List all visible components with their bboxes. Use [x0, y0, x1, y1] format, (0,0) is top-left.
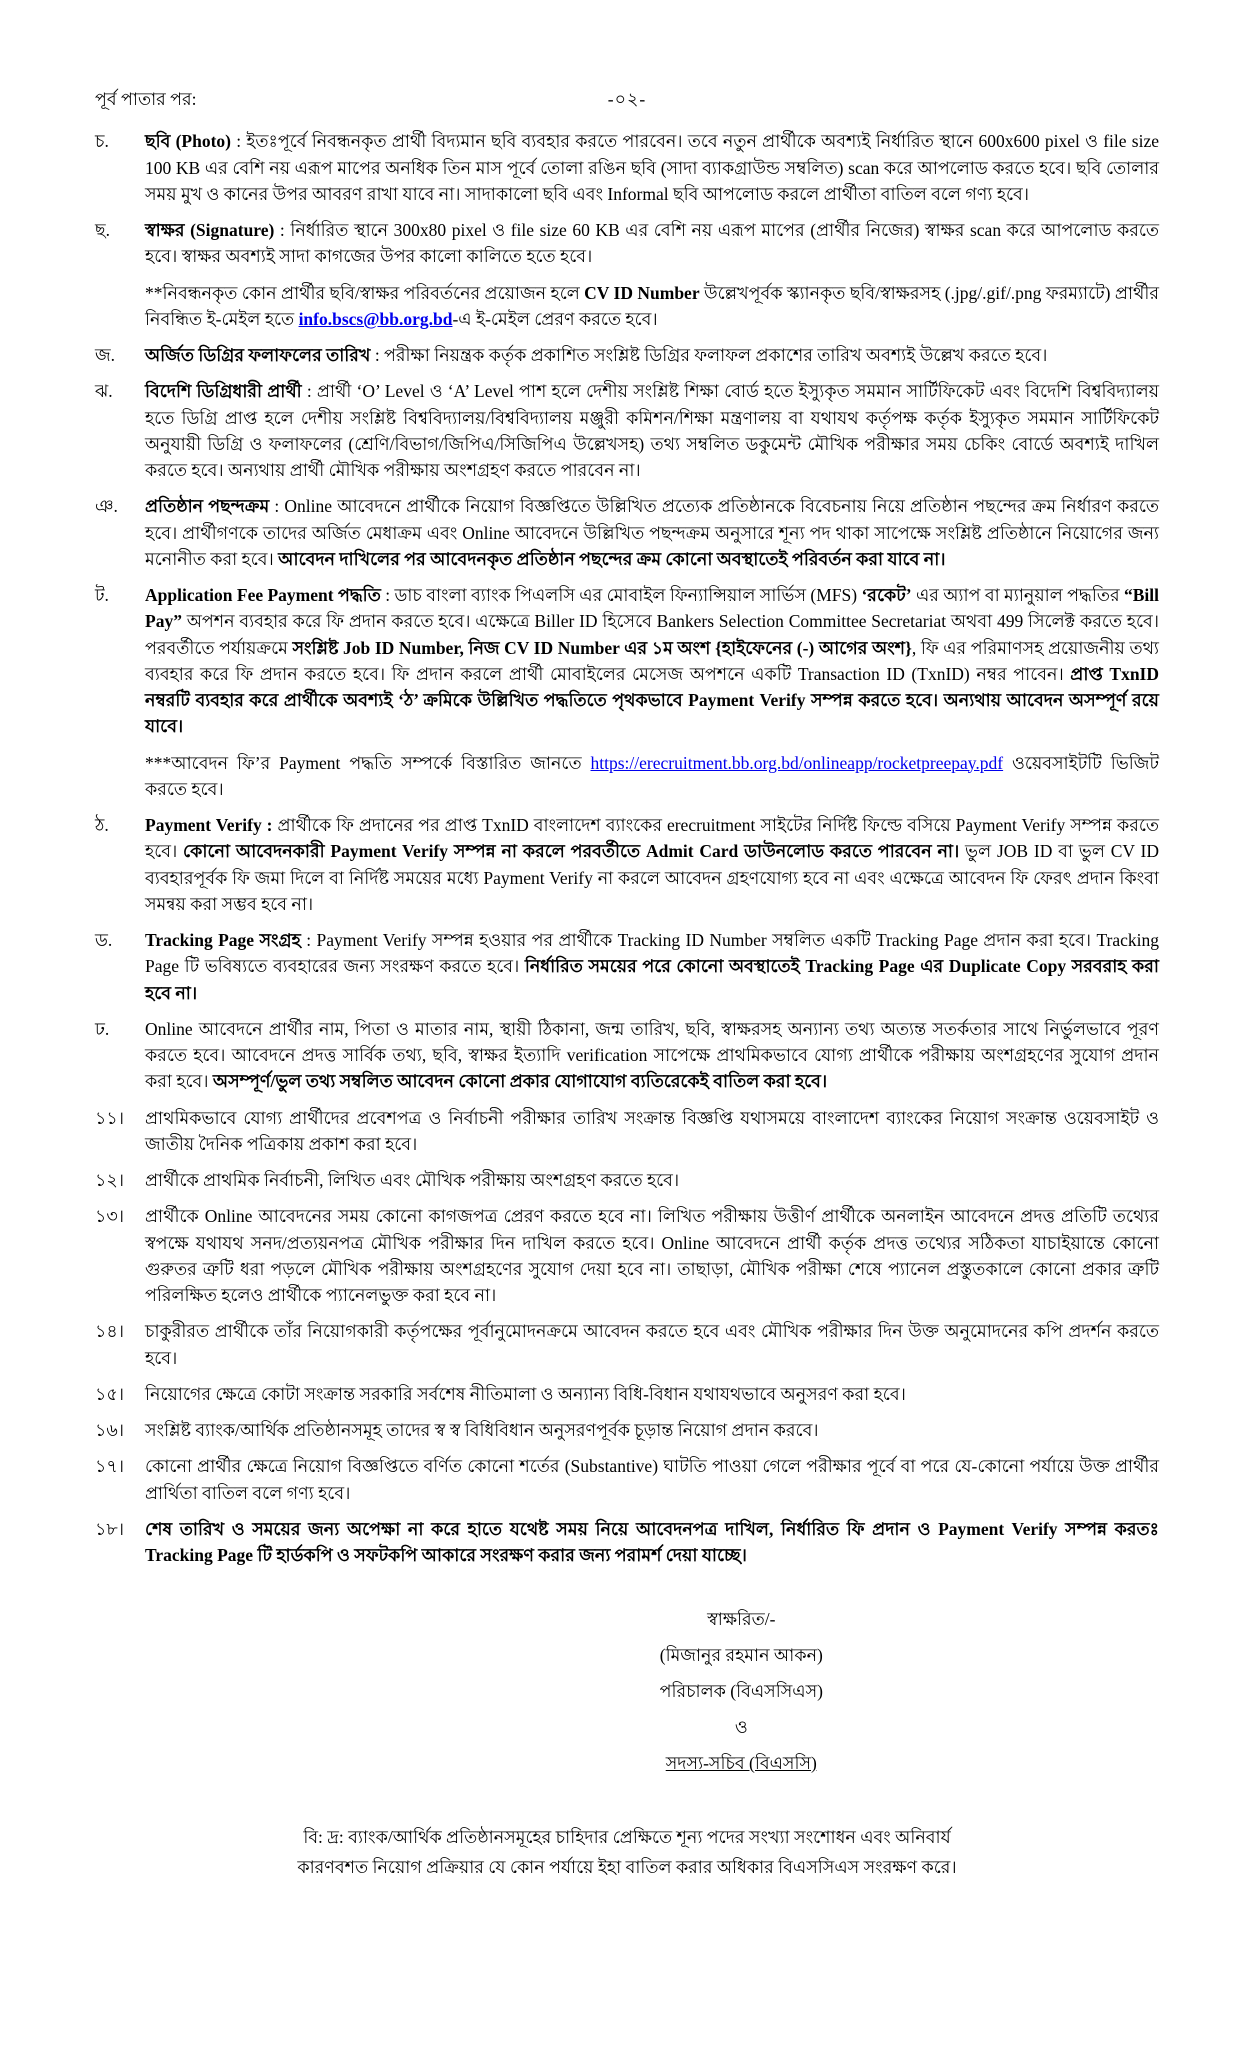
hyperlink[interactable]: info.bscs@bb.org.bd [298, 308, 453, 329]
text-segment: CV ID Number [584, 282, 700, 303]
item-body [145, 128, 1159, 207]
text-segment: প্রার্থীকে ফি প্রদানের পর প্রাপ্ত TxnID বাংলাদেশ ব্যাংকের erecruitment সাইটের নির্দিষ্ট ফিল্ডে বসিয়ে Payment Verify সম্পন্ন করতে হবে। [145, 815, 1159, 862]
text-segment: : নির্ধারিত স্থানে 300x80 pixel ও file size 60 KB এর বেশি নয় এরূপ মাপের (প্রার্থীর নিজের) স্বাক্ষর scan করে আপলোড করতে হবে। স্বাক্ষর অবশ্যই সাদা কাগজের উপর কালো কালিতে হতে হবে। [145, 220, 1159, 267]
list-item [95, 582, 1159, 740]
item-body [145, 1453, 1159, 1506]
item-body [145, 1105, 1159, 1158]
item-body [145, 1516, 1159, 1569]
hyperlink[interactable]: https://erecruitment.bb.org.bd/onlineapp/rocketpreepay.pdf [590, 752, 1004, 773]
text-segment: Application Fee Payment পদ্ধতি [145, 585, 381, 605]
item-body [145, 1381, 1159, 1407]
text-segment: অসম্পূর্ণ/ভুল তথ্য সম্বলিত আবেদন কোনো প্রকার যোগাযোগ ব্যতিরেকেই বাতিল করা হবে। [212, 1071, 828, 1092]
item-marker [95, 280, 145, 333]
item-body [145, 1167, 1159, 1193]
item-marker [95, 750, 145, 803]
text-segment: বিদেশি ডিগ্রিধারী প্রার্থী [145, 381, 302, 402]
text-segment: : Payment Verify সম্পন্ন হওয়ার পর প্রার্থীকে Tracking ID Number সম্বলিত একটি Tracking Page প্রদান করা হবে। Tracking Page টি ভবিষ্যতে ব্যবহারের জন্য সংরক্ষণ করতে হবে। [145, 930, 1159, 977]
text-segment: -এ ই-মেইল প্রেরণ করতে হবে। [452, 308, 658, 329]
text-segment: নির্ধারিত সময়ের পরে কোনো অবস্থাতেই Tracking Page এর Duplicate Copy সরবরাহ করা হবে না। [145, 956, 1159, 1003]
text-segment: সংশ্লিষ্ট Job ID Number, নিজ CV ID Number এর ১ম অংশ {হাইফেনের (-) আগের অংশ} [292, 637, 912, 658]
signature-line: সদস্য-সচিব (বিএসসি) [665, 1752, 817, 1773]
text-segment: Online আবেদনে প্রার্থীর নাম, পিতা ও মাতার নাম, স্থায়ী ঠিকানা, জন্ম তারিখ, ছবি, স্বাক্ষরসহ অন্যান্য তথ্য অত্যন্ত সতর্কতার সাথে নির্ভুলভাবে পূরণ করতে হবে। আবেদনে প্রদত্ত সার্বিক তথ্য, ছবি, স্বাক্ষর ইত্যাদি verification সাপেক্ষে প্রাথমিকভাবে যোগ্য প্রার্থীকে পরীক্ষায় অংশগ্রহণের সুযোগ প্রদান করা হবে। [145, 1018, 1159, 1092]
item-body [145, 493, 1159, 572]
text-segment: ***আবেদন ফি’র Payment পদ্ধতি সম্পর্কে বিস্তারিত জানতে [145, 752, 591, 773]
list-item [95, 750, 1159, 803]
list-item [95, 1516, 1159, 1569]
text-segment: : পরীক্ষা নিয়ন্ত্রক কর্তৃক প্রকাশিত সংশ্লিষ্ট ডিগ্রির ফলাফল প্রকাশের তারিখ অবশ্যই উল্লেখ করতে হবে। [370, 345, 1048, 365]
item-body [145, 812, 1159, 917]
text-segment: প্রাথমিকভাবে যোগ্য প্রার্থীদের প্রবেশপত্র ও নির্বাচনী পরীক্ষার তারিখ সংক্রান্ত বিজ্ঞপ্তি যথাসময়ে বাংলাদেশ ব্যাংকের নিয়োগ সংক্রান্ত ওয়েবসাইট ও জাতীয় দৈনিক পত্রিকায় প্রকাশ করা হবে। [145, 1107, 1159, 1154]
list-item [95, 1381, 1159, 1407]
item-marker: জ. [95, 345, 116, 365]
text-segment: কোনো প্রার্থীর ক্ষেত্রে নিয়োগ বিজ্ঞপ্তিতে বর্ণিত কোনো শর্তের (Substantive) ঘাটতি পাওয়া গেলে পরীক্ষার পূর্বে বা পরে যে-কোনো পর্যায়ে উক্ত প্রার্থীর প্রার্থিতা বাতিল বলে গণ্য হবে। [145, 1456, 1159, 1503]
text-segment: চাকুরীরত প্রার্থীকে তাঁর নিয়োগকারী কর্তৃপক্ষের পূর্বানুমোদনক্রমে আবেদন করতে হবে এবং মৌখিক পরীক্ষার দিন উক্ত অনুমোদনের কপি প্রদর্শন করতে হবে। [145, 1321, 1159, 1368]
text-segment: প্রতিষ্ঠান পছন্দক্রম [145, 496, 270, 517]
item-marker: ঢ. [95, 1018, 110, 1039]
items-list [95, 128, 1159, 1568]
list-item [95, 217, 1159, 270]
item-body [145, 1203, 1159, 1308]
list-item [95, 1453, 1159, 1506]
text-segment: এর অ্যাপ বা ম্যানুয়াল পদ্ধতির [911, 585, 1124, 605]
item-marker: ড. [95, 930, 113, 950]
item-marker: ১৪। [95, 1321, 124, 1342]
list-item [95, 280, 1159, 333]
signature-line: (মিজানুর রহমান আকন) [659, 1645, 823, 1666]
footer-note [95, 1822, 1159, 1883]
item-marker: ১৮। [95, 1518, 124, 1539]
item-marker: ১৭। [95, 1456, 124, 1477]
item-body [145, 1417, 1159, 1443]
text-segment: প্রাপ্ত TxnID নম্বরটি ব্যবহার করে প্রার্থীকে অবশ্যই ‘ঠ’ ক্রমিকে উল্লিখিত পদ্ধতিতে পৃথকভাবে Payment Verify সম্পন্ন করতে হবে। অন্যথায় আবেদন অসম্পূর্ণ রয়ে যাবে। [145, 663, 1159, 737]
signature-line: পরিচালক (বিএসসিএস) [659, 1681, 823, 1701]
text-segment: : ইতঃপূর্বে নিবন্ধনকৃত প্রার্থী বিদ্যমান ছবি ব্যবহার করতে পারবেন। তবে নতুন প্রার্থীকে অবশ্যই নির্ধারিত স্থানে 600x600 pixel ও file size 100 KB এর বেশি নয় এরূপ মাপের অনধিক তিন মাস পূর্বে তোলা রঙিন ছবি (সাদা ব্যাকগ্রাউন্ড সম্বলিত) scan করে আপলোড করতে হবে। ছবি তোলার সময় মুখ ও কানের উপর আবরণ রাখা যাবে না। সাদাকালো ছবি এবং Informal ছবি আপলোড করলে প্রার্থীতা বাতিল বলে গণ্য হবে। [145, 131, 1159, 204]
item-marker: ১৫। [95, 1383, 124, 1404]
item-marker: ১৬। [95, 1420, 124, 1440]
text-segment: ওয়েবসাইটটি ভিজিট করতে হবে। [145, 752, 1159, 799]
text-segment: ভুল JOB ID বা ভুল CV ID ব্যবহারপূর্বক ফি জমা দিলে বা নির্দিষ্ট সময়ের মধ্যে Payment Verify না করলে আবেদন গ্রহণযোগ্য হবে না এবং এক্ষেত্রে আবেদন ফি ফেরৎ প্রদান কিংবা সমন্বয় করা সম্ভব হবে না। [145, 841, 1159, 914]
text-segment: Tracking Page সংগ্রহ [145, 930, 301, 950]
list-item [95, 493, 1159, 572]
item-marker: ১২। [95, 1170, 124, 1190]
text-segment: : ডাচ বাংলা ব্যাংক পিএলসি এর মোবাইল ফিন্যান্সিয়াল সার্ভিস (MFS) [380, 585, 862, 605]
item-marker: চ. [95, 131, 109, 152]
list-item [95, 1318, 1159, 1371]
list-item [95, 128, 1159, 207]
page-header [95, 86, 1159, 112]
item-body [145, 582, 1159, 740]
list-item [95, 1105, 1159, 1158]
text-segment: ‘রকেট’ [861, 585, 912, 605]
list-item [95, 1016, 1159, 1095]
signature-line: স্বাক্ষরিত/- [707, 1609, 776, 1630]
list-item [95, 1167, 1159, 1193]
text-segment: **নিবন্ধনকৃত কোন প্রার্থীর ছবি/স্বাক্ষর পরিবর্তনের প্রয়োজন হলে [145, 282, 585, 303]
footer-line: বি: দ্র: ব্যাংক/আর্থিক প্রতিষ্ঠানসমূহের চাহিদার প্রেক্ষিতে শূন্য পদের সংখ্যা সংশোধন এবং অনিবার্য [303, 1826, 951, 1847]
list-item [95, 342, 1159, 368]
list-item [95, 378, 1159, 483]
page-number: -০২- [607, 89, 647, 109]
list-item [95, 1417, 1159, 1443]
item-body [145, 1016, 1159, 1095]
text-segment: “Bill Pay” [145, 585, 1160, 632]
item-marker: ১৩। [95, 1206, 124, 1227]
item-body [145, 1318, 1159, 1371]
text-segment: , ফি এর পরিমাণসহ প্রয়োজনীয় তথ্য ব্যবহার করে ফি প্রদান করতে হবে। ফি প্রদান করলে প্রার্থী মোবাইলের মেসেজ অপশনে একটি Transaction ID (TxnID) নম্বর পাবেন। [145, 637, 1159, 684]
item-body [145, 378, 1159, 483]
text-segment: স্বাক্ষর (Signature) [145, 220, 275, 240]
item-marker: ট. [95, 585, 109, 605]
item-body [145, 280, 1159, 333]
text-segment: : প্রার্থী ‘O’ Level ও ‘A’ Level পাশ হলে দেশীয় সংশ্লিষ্ট শিক্ষা বোর্ড হতে ইস্যুকৃত সমমান সার্টিফিকেট এবং বিদেশি বিশ্ববিদ্যালয় হতে ডিগ্রি প্রাপ্ত হলে দেশীয় সংশ্লিষ্ট বিশ্ববিদ্যালয়/বিশ্ববিদ্যালয় মঞ্জুরী কমিশন/শিক্ষা মন্ত্রণালয় বা যথাযথ কর্তৃপক্ষ কর্তৃক ইস্যুকৃত সমমান সার্টিফিকেট অনুযায়ী ডিগ্রি ও ফলাফলের (শ্রেণি/বিভাগ/জিপিএ/সিজিপিএ উল্লেখসহ) তথ্য সম্বলিত ডকুমেন্ট মৌখিক পরীক্ষার সময় চেকিং বোর্ডে অবশ্যই দাখিল করতে হবে। অন্যথায় প্রার্থী মৌখিক পরীক্ষায় অংশগ্রহণ করতে পারবেন না। [145, 381, 1159, 480]
list-item [95, 1203, 1159, 1308]
text-segment: নিয়োগের ক্ষেত্রে কোটা সংক্রান্ত সরকারি সর্বশেষ নীতিমালা ও অন্যান্য বিধি-বিধান যথাযথভাবে অনুসরণ করা হবে। [145, 1383, 906, 1404]
signature-block [660, 1602, 823, 1781]
text-segment: Payment Verify : [145, 815, 273, 835]
footer-line: কারণবশত নিয়োগ প্রক্রিয়ার যে কোন পর্যায়ে ইহা বাতিল করার অধিকার বিএসসিএস সংরক্ষণ করে। [297, 1857, 957, 1878]
text-segment: অপশন ব্যবহার করে ফি প্রদান করতে হবে। এক্ষেত্রে Biller ID হিসেবে Bankers Selection Committee Secretariat অথবা 499 সিলেক্ট করতে হবে। পরবর্তীতে পর্যায়ক্রমে [145, 611, 1159, 658]
text-segment: প্রার্থীকে Online আবেদনের সময় কোনো কাগজপত্র প্রেরণ করতে হবে না। লিখিত পরীক্ষায় উত্তীর্ণ প্রার্থীকে অনলাইন আবেদনে প্রদত্ত প্রতিটি তথ্যের স্বপক্ষে যথাযথ সনদ/প্রত্যয়নপত্র মৌখিক পরীক্ষার দিন দাখিল করতে হবে। Online আবেদনে প্রার্থী কর্তৃক প্রদত্ত তথ্যের সঠিকতা যাচাইয়ান্তে কোনো গুরুতর ত্রুটি ধরা পড়লে মৌখিক পরীক্ষায় অংশগ্রহণের সুযোগ দেয়া হবে না। তাছাড়া, মৌখিক পরীক্ষা শেষে প্যানেল প্রস্তুতকালে কোনো প্রকার ত্রুটি পরিলক্ষিত হলেও প্রার্থীকে প্যানেলভুক্ত করা হবে না। [145, 1206, 1159, 1305]
continuation-label: পূর্ব পাতার পর: [95, 89, 197, 109]
list-item [95, 812, 1159, 917]
item-body [145, 927, 1159, 1006]
text-segment: আবেদন দাখিলের পর আবেদনকৃত প্রতিষ্ঠান পছন্দের ক্রম কোনো অবস্থাতেই পরিবর্তন করা যাবে না। [278, 548, 946, 569]
item-marker: ছ. [95, 220, 110, 240]
text-segment: ছবি (Photo) [145, 131, 231, 152]
item-body [145, 750, 1159, 803]
text-segment: কোনো আবেদনকারী Payment Verify সম্পন্ন না করলে পরবর্তীতে Admit Card ডাউনলোড করতে পারবেন না। [183, 841, 960, 862]
text-segment: প্রার্থীকে প্রাথমিক নির্বাচনী, লিখিত এবং মৌখিক পরীক্ষায় অংশগ্রহণ করতে হবে। [145, 1170, 680, 1190]
text-segment: সংশ্লিষ্ট ব্যাংক/আর্থিক প্রতিষ্ঠানসমূহ তাদের স্ব স্ব বিধিবিধান অনুসরণপূর্বক চূড়ান্ত নিয়োগ প্রদান করবে। [145, 1420, 819, 1440]
list-item [95, 927, 1159, 1006]
item-marker: ঠ. [95, 815, 109, 835]
text-segment: শেষ তারিখ ও সময়ের জন্য অপেক্ষা না করে হাতে যথেষ্ট সময় নিয়ে আবেদনপত্র দাখিল, নির্ধারিত ফি প্রদান ও Payment Verify সম্পন্ন করতঃ Tracking Page টি হার্ডকপি ও সফটকপি আকারে সংরক্ষণ করার জন্য পরামর্শ দেয়া যাচ্ছে। [145, 1518, 1159, 1565]
item-marker: ঝ. [95, 381, 113, 402]
signature-line: ও [734, 1716, 748, 1737]
item-body [145, 217, 1159, 270]
item-marker: ১১। [95, 1107, 124, 1128]
text-segment: : Online আবেদনে প্রার্থীকে নিয়োগ বিজ্ঞপ্তিতে উল্লিখিত প্রত্যেক প্রতিষ্ঠানকে বিবেচনায় নিয়ে প্রতিষ্ঠান পছন্দের ক্রম নির্ধারণ করতে হবে। প্রার্থীগণকে তাদের অর্জিত মেধাক্রম এবং Online আবেদনে উল্লিখিত পছন্দক্রম অনুসারে শূন্য পদ থাকা সাপেক্ষে সংশ্লিষ্ট প্রতিষ্ঠানে নিয়োগের জন্য মনোনীত করা হবে। [145, 496, 1160, 569]
item-marker: ঞ. [95, 496, 118, 517]
text-segment: অর্জিত ডিগ্রির ফলাফলের তারিখ [145, 345, 371, 365]
text-segment: উল্লেখপূর্বক স্ক্যানকৃত ছবি/স্বাক্ষরসহ (.jpg/.gif/.png ফরম্যাটে) প্রার্থীর নিবন্ধিত ই-মেইল হতে [145, 282, 1160, 329]
item-body [145, 342, 1159, 368]
